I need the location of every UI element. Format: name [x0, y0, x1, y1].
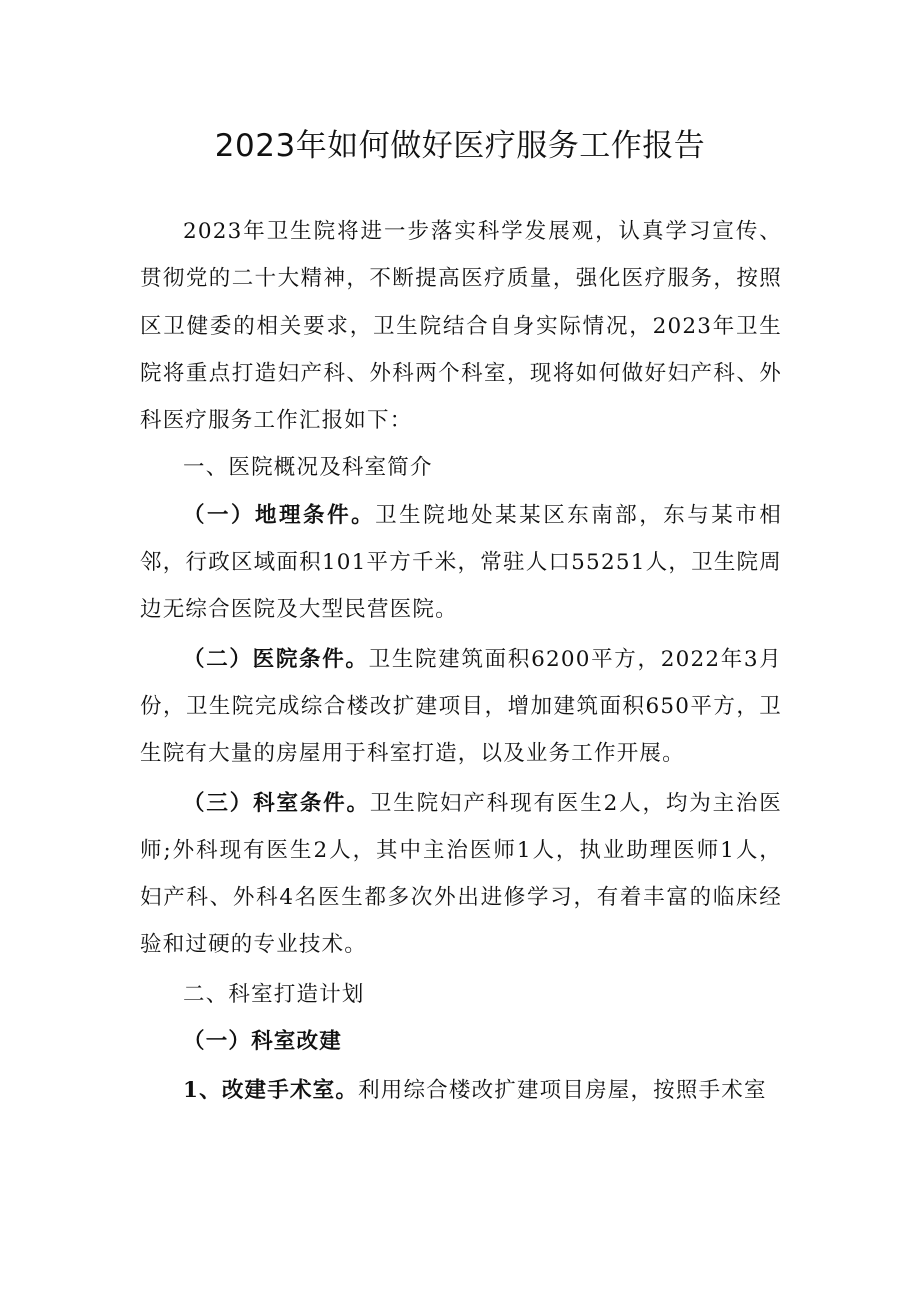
- text-geography: 卫生院地处某某区东南部，东与某市相邻，行政区域面积101平方千米，常驻人口55251人，卫生院周边无综合医院及大型民营医院。: [140, 502, 783, 623]
- document-body: [140, 208, 782, 1115]
- label-geography: （一）地理条件。: [183, 502, 376, 528]
- intro-paragraph: 2023年卫生院将进一步落实科学发展观，认真学习宣传、贯彻党的二十大精神，不断提高医疗质量，强化医疗服务，按照区卫健委的相关要求，卫生院结合自身实际情况，2023年卫生院将重点打造妇产科、外科两个科室，现将如何做好妇产科、外科医疗服务工作汇报如下：: [140, 219, 782, 434]
- section-heading-plan: 二、科室打造计划: [183, 981, 365, 1007]
- document-title: 2023年如何做好医疗服务工作报告: [214, 128, 706, 164]
- subheading-renovation: （一）科室改建: [183, 1029, 342, 1055]
- text-operating-room: 利用综合楼改扩建项目房屋，按照手术室: [358, 1078, 767, 1104]
- paragraph-department: [140, 780, 782, 969]
- label-hospital: （二）医院条件。: [183, 646, 369, 672]
- label-operating-room: 1、改建手术室。: [183, 1078, 359, 1104]
- label-department: （三）科室条件。: [183, 790, 370, 816]
- paragraph-hospital: [140, 636, 782, 778]
- paragraph-geography: [140, 492, 782, 634]
- section-heading-overview: 一、医院概况及科室简介: [183, 455, 433, 481]
- paragraph-operating-room: [140, 1067, 782, 1114]
- text-department: 卫生院妇产科现有医生2人，均为主治医师;外科现有医生2人，其中主治医师1人，执业助理医师1人，妇产科、外科4名医生都多次外出进修学习，有着丰富的临床经验和过硬的专业技术。: [140, 790, 782, 958]
- text-hospital: 卫生院建筑面积6200平方，2022年3月份，卫生院完成综合楼改扩建项目，增加建筑面积650平方，卫生院有大量的房屋用于科室打造，以及业务工作开展。: [140, 646, 783, 767]
